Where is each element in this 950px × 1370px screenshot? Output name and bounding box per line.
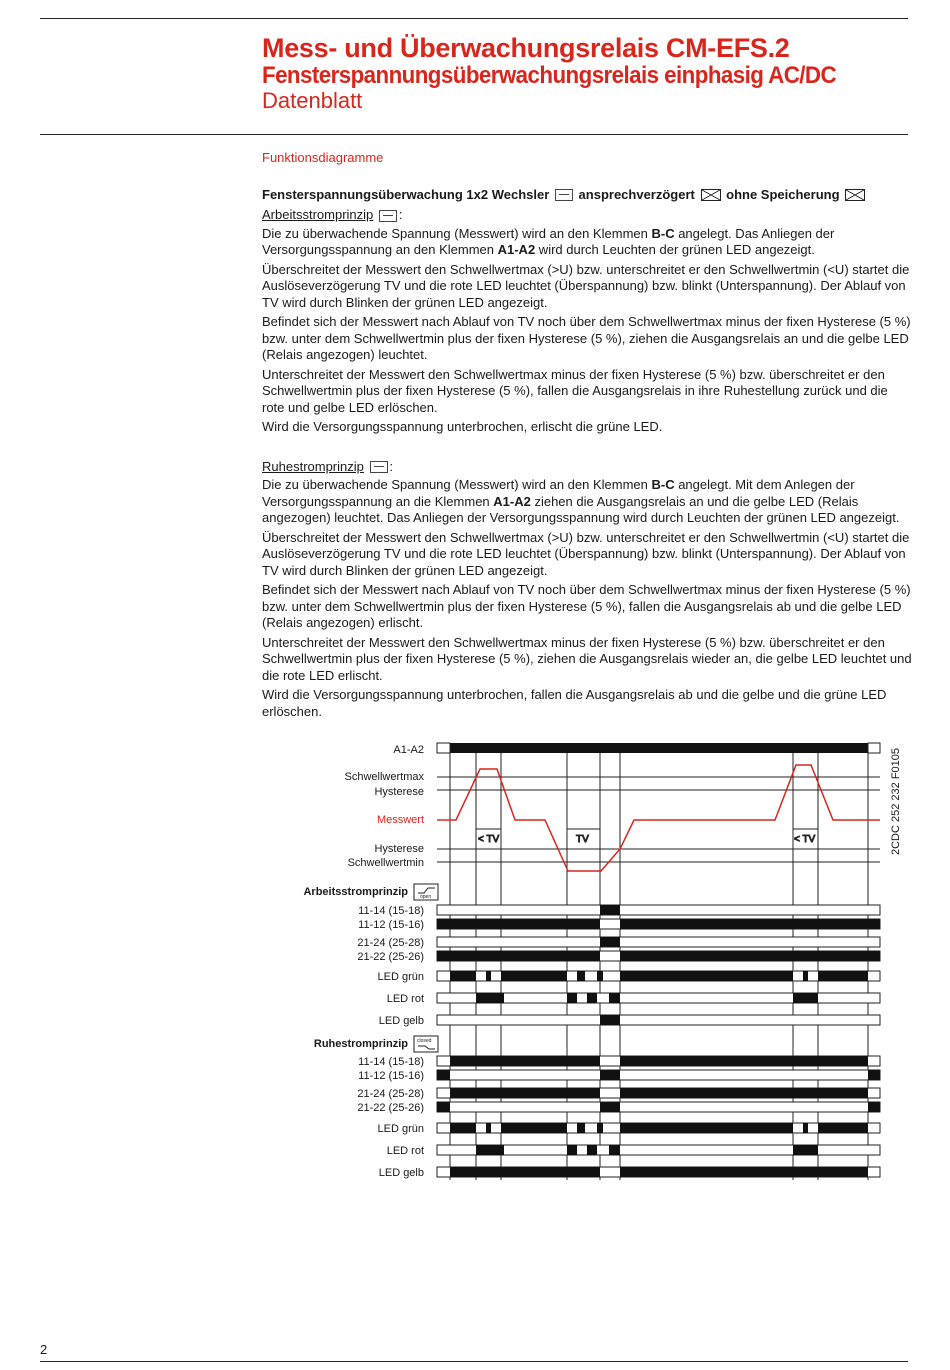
page-number: 2: [40, 1342, 48, 1357]
a-green-on: [803, 971, 808, 981]
svg-text:closed: closed: [417, 1038, 432, 1044]
r-yellow-on: [450, 1167, 600, 1177]
time-relay-icon: [555, 189, 573, 201]
lt-tv-label-1: < TV: [478, 834, 500, 845]
row-label-ruhe: 21-24 (25-28): [357, 1088, 424, 1100]
r-green-on: [501, 1123, 567, 1133]
row-label-arbeit: LED grün: [377, 971, 424, 983]
a-green-on: [486, 971, 491, 981]
messwert-curve: [437, 765, 880, 871]
a-green-on: [818, 971, 868, 981]
a-yellow-on: [600, 1015, 620, 1025]
a-green-on: [577, 971, 585, 981]
r-1114-on: [620, 1056, 868, 1066]
ruhestrom-p4: Unterschreitet der Messwert den Schwellwertmax minus der fixen Hysterese (5 %) bzw. überschreitet er den Schwellwertmin plus der fixen Hysterese (5 %), ziehen die Ausgangsrelais wieder an, die gelbe LED leuchtet und die rote LED erlischt.: [262, 634, 912, 683]
ruhestrom-p2: Überschreitet der Messwert den Schwellwertmax (>U) bzw. unterschreitet er den Schwellwertmin (<U) startet die Auslöseverzögerung TV und die rote LED leuchtet (Überspannung) bzw. blinkt (Unterspannung). Der Ablauf von TV wird durch Blinken der grünen LED angezeigt.: [262, 529, 910, 578]
r-1112-on: [600, 1070, 620, 1080]
a-green-on: [597, 971, 603, 981]
function-diagram: [0, 735, 950, 1195]
r-green-on: [818, 1123, 868, 1133]
doc-code: 2CDC 252 232 F0105: [890, 747, 902, 855]
r-1112-on: [437, 1070, 450, 1080]
row-label-ruhe: 11-12 (15-16): [358, 1070, 424, 1082]
open-contact-icon: [379, 210, 397, 222]
a-2122-on: [620, 951, 880, 961]
a-red-on: [793, 993, 818, 1003]
top-rule: [40, 18, 908, 19]
product-title: Mess- und Überwachungsrelais CM-EFS.2: [262, 33, 790, 63]
arbeitsstrom-p5: Wird die Versorgungsspannung unterbrochen, erlischt die grüne LED.: [262, 419, 663, 434]
r-2122-on: [868, 1102, 880, 1112]
a-2122-on: [437, 951, 600, 961]
no-latch-icon: [845, 189, 865, 201]
r-1112-on: [868, 1070, 880, 1080]
arbeitsstrom-p3: Befindet sich der Messwert nach Ablauf von TV noch über dem Schwellwertmax minus der fixen Hysterese (5 %) bzw. unter dem Schwellwertmin plus der fixen Hysterese (5 %), ziehen die Ausgangsrelais an und die gelbe LED (Relais angezogen) leuchtet.: [262, 314, 911, 362]
row-label-arbeit: 21-24 (25-28): [357, 937, 424, 949]
r-red-on: [567, 1145, 577, 1155]
a-1112-on: [620, 919, 880, 929]
r-2124-on: [620, 1088, 868, 1098]
a-red-on: [587, 993, 597, 1003]
product-subtitle: Fensterspannungsüberwachungsrelais einphasig AC/DC: [262, 62, 837, 89]
a-red-on: [567, 993, 577, 1003]
closed-icon: [414, 1036, 438, 1052]
r-green-on: [486, 1123, 491, 1133]
arbeitsstrom-p2: Überschreitet der Messwert den Schwellwertmax (>U) bzw. unterschreitet er den Schwellwertmin (<U) startet die Auslöseverzögerung TV und die rote LED leuchtet (Überspannung) bzw. blinkt (Unterspannung). Der Ablauf von TV wird durch Blinken der grünen LED angezeigt.: [262, 261, 910, 310]
a-green-on: [620, 971, 793, 981]
r-red-on: [476, 1145, 504, 1155]
row-label-ruhe: LED grün: [377, 1123, 424, 1135]
row-label-ruhe: 21-22 (25-26): [357, 1102, 424, 1114]
ruhestrom-p1: Die zu überwachende Spannung (Messwert) wird an den Klemmen B-C angelegt. Mit dem Anlegen der Versorgungsspannung an die Klemmen A1-A2 ziehen die Ausgangsrelais an und die gelbe LED (Relais angezogen) leuchtet. Das Anliegen der Versorgungsspannung wird durch Leuchten der grünen LED angezeigt.: [262, 477, 900, 525]
row-label-arbeit: 11-14 (15-18): [358, 905, 424, 917]
ruhestrom-heading: Ruhestromprinzip :: [262, 458, 394, 474]
section-heading: Funktionsdiagramme: [262, 150, 384, 165]
a-green-on: [501, 971, 567, 981]
label-hysterese-bottom: Hysterese: [374, 843, 424, 855]
r-green-on: [803, 1123, 808, 1133]
a-red-on: [609, 993, 620, 1003]
r-2122-on: [437, 1102, 450, 1112]
a1a2-bar: [450, 743, 868, 753]
r-yellow-on: [620, 1167, 868, 1177]
row-label-ruhe: LED rot: [386, 1145, 424, 1157]
row-label-arbeit: 11-12 (15-16): [358, 919, 424, 931]
on-delay-icon: [701, 189, 721, 201]
a-2124-on: [600, 937, 620, 947]
row-label-ruhe: 11-14 (15-18): [358, 1056, 424, 1068]
a-1114-on: [600, 905, 620, 915]
label-schwellwert-max: Schwellwertmax: [344, 771, 424, 783]
label-a1a2: A1-A2: [393, 744, 424, 756]
r-red-on: [793, 1145, 818, 1155]
arbeitsstrom-heading: Arbeitsstromprinzip :: [262, 207, 403, 222]
row-label-arbeit: LED gelb: [378, 1015, 424, 1027]
a-2124-track: [437, 937, 880, 947]
a-red-on: [476, 993, 504, 1003]
r-green-on: [450, 1123, 476, 1133]
header-rule: [40, 134, 908, 135]
label-messwert: Messwert: [376, 814, 424, 826]
r-2124-on: [450, 1088, 600, 1098]
r-red-on: [587, 1145, 597, 1155]
main-text: [262, 150, 912, 723]
bottom-rule: [40, 1361, 908, 1362]
a-yellow-track: [437, 1015, 880, 1025]
row-label-arbeit: 21-22 (25-26): [357, 951, 424, 963]
ruhestrom-p5: Wird die Versorgungsspannung unterbrochen, fallen die Ausgangsrelais ab und die gelbe und die grüne LED erlöschen.: [262, 687, 887, 719]
row-label-ruhe: LED gelb: [378, 1167, 424, 1179]
a-green-on: [450, 971, 476, 981]
r-green-on: [577, 1123, 585, 1133]
lt-tv-label-2: < TV: [794, 834, 816, 845]
a-1112-on: [437, 919, 600, 929]
r-1114-on: [450, 1056, 600, 1066]
label-ruhestromprinzip: Ruhestromprinzip: [313, 1038, 408, 1050]
document-type: Datenblatt: [262, 88, 363, 113]
r-red-on: [609, 1145, 620, 1155]
page-header: [262, 34, 879, 113]
r-2122-track: [437, 1102, 880, 1112]
tv-label: TV: [576, 834, 589, 845]
svg-text:open: open: [420, 894, 432, 900]
arbeitsstrom-p4: Unterschreitet der Messwert den Schwellwertmax minus der fixen Hysterese (5 %) bzw. überschreitet er den Schwellwertmin plus der fixen Hysterese (5 %), fallen die Ausgangsrelais in ihre Ruhestellung zurück und die rote und gelbe LED erlöschen.: [262, 366, 888, 415]
r-green-on: [597, 1123, 603, 1133]
r-2122-on: [600, 1102, 620, 1112]
label-hysterese-top: Hysterese: [374, 786, 424, 798]
ruhestrom-p3: Befindet sich der Messwert nach Ablauf von TV noch über dem Schwellwertmax minus der fixen Hysterese (5 %) bzw. unter dem Schwellwertmin plus der fixen Hysterese (5 %), fallen die Ausgangsrelais ab und die gelbe LED (Relais angezogen) erlischt.: [262, 582, 911, 630]
closed-contact-icon: [370, 461, 388, 473]
a-1114-track: [437, 905, 880, 915]
arbeitsstrom-p1: Die zu überwachende Spannung (Messwert) wird an den Klemmen B-C angelegt. Das Anliegen der Versorgungsspannung an den Klemmen A1-A2 wird durch Leuchten der grünen LED angezeigt.: [262, 225, 835, 257]
label-schwellwert-min: Schwellwertmin: [347, 857, 424, 869]
open-icon: [414, 884, 438, 900]
function-title: Fensterspannungsüberwachung 1x2 Wechsler ansprechverzögert ohne Speicherung: [262, 187, 912, 204]
row-label-arbeit: LED rot: [386, 993, 424, 1005]
r-green-on: [620, 1123, 793, 1133]
r-1112-track: [437, 1070, 880, 1080]
label-arbeitsstromprinzip: Arbeitsstromprinzip: [303, 886, 408, 898]
